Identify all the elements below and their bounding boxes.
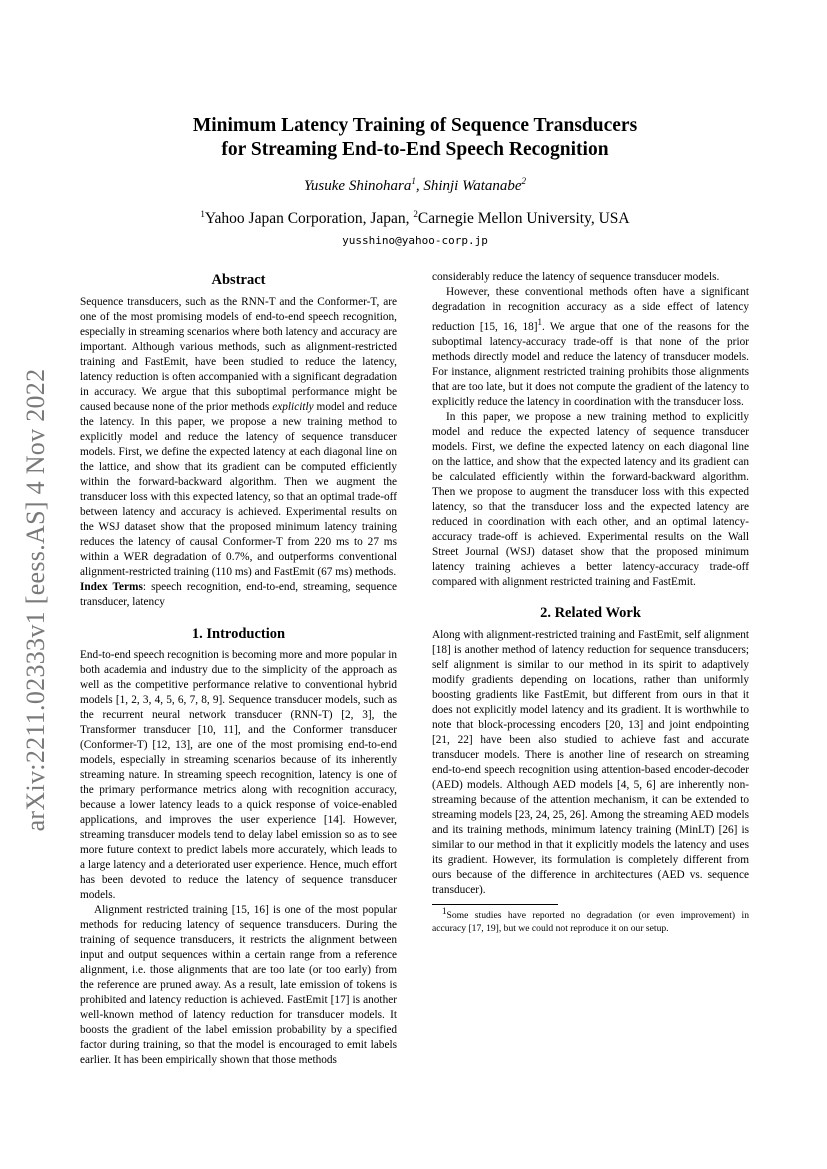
- intro-paragraph-3: [432, 285, 749, 410]
- intro-paragraph-3-part-2: . We argue that one of the reasons for the suboptimal latency-accuracy trade-off is that none of the prior methods directly model and reduce the latency of transducer models. For instance, alignment restricted training prohibits those alignments that are too late, but it does not compute the gradient of the latency to explicitly reduce the latency in coordination with the transducer loss.: [432, 320, 750, 408]
- arxiv-sidebar: [10, 340, 62, 860]
- abstract-text-part-2: model and reduce the latency. In this paper, we propose a new training method to explicitly model and reduce the latency of sequence transducer models. First, we define the expected latency at each diagonal line on the lattice, and show that its gradient can be computed efficiently within the forward-backward algorithm. Then we augment the transducer loss with this expected latency, so that an optimal trade-off between latency and accuracy is achieved. Experimental results on the WSJ dataset show that the proposed minimum latency training reduces the latency of causal Conformer-T from 220 ms to 27 ms within a WER degradation of 0.7%, and outperforms conventional alignment-restricted training (110 ms) and FastEmit (67 ms) methods.: [80, 401, 398, 578]
- author-list: [80, 176, 750, 195]
- footnote-1: [432, 905, 749, 935]
- index-terms: [80, 580, 397, 610]
- intro-paragraph-2-continued: considerably reduce the latency of sequence transducer models.: [432, 271, 720, 283]
- paper-title: [80, 114, 750, 162]
- affiliation-2: Carnegie Mellon University, USA: [417, 210, 630, 228]
- footnote-ref[interactable]: 1: [537, 317, 543, 327]
- right-column: [432, 270, 749, 935]
- introduction-heading: 1. Introduction: [191, 626, 286, 642]
- affiliation-2-mark: 2: [413, 209, 418, 219]
- abstract-text-part-1: Sequence transducers, such as the RNN-T and the Conformer-T, are one of the most promising models of end-to-end speech recognition, especially in streaming scenarios where both latency and accuracy are important. Although various methods, such as alignment-restricted training and FastEmit, have been studied to reduce the latency, latency reduction is often accompanied with a significant degradation in accuracy. We argue that this suboptimal performance might be caused because none of the prior methods: [80, 296, 397, 413]
- arxiv-identifier[interactable]: arXiv:2211.02333v1 [eess.AS] 4 Nov 2022: [21, 368, 50, 832]
- affiliations: [80, 209, 750, 228]
- left-column: [80, 270, 397, 1068]
- author-2-affiliation-mark: 2: [521, 176, 527, 186]
- abstract-emphasis: explicitly: [272, 401, 314, 413]
- intro-paragraph-4: In this paper, we propose a new training method to explicitly model and reduce the expected latency of sequence transducer models. First, we define the expected latency on each diagonal line on the lattice, and show that the expected latency and its gradient can be calculated efficiently within the forward-backward algorithm. Then we propose to augment the transducer loss with this expected latency, so that the transducer loss and the expected latency are reduced in coordination with each other, and an optimal latency-accuracy trade-off is achieved. Experimental results on the Wall Street Journal (WSJ) dataset show that the proposed minimum latency training achieves a better latency-accuracy trade-off compared with alignment restricted training and FastEmit.: [432, 410, 749, 588]
- footnote-1-mark: 1: [442, 905, 447, 916]
- related-work-heading: 2. Related Work: [540, 604, 641, 621]
- title-line-2: for Streaming End-to-End Speech Recognition: [221, 139, 609, 160]
- author-1: Yusuke Shinohara: [303, 178, 412, 194]
- affiliation-1: Yahoo Japan Corporation, Japan,: [204, 210, 414, 228]
- contact-email[interactable]: yusshino@yahoo-corp.jp: [342, 234, 488, 247]
- author-2: Shinji Watanabe: [423, 178, 522, 194]
- index-terms-label: Index Terms: [80, 581, 143, 593]
- intro-paragraph-2: Alignment restricted training [15, 16] is one of the most popular methods for reducing latency of sequence transducers. During the training of sequence transducers, it restricts the alignment between input and output sequences within a certain range from a reference alignment, i.e. those alignments that are too late (or too early) from the reference are pruned away. As a result, late emission of tokens is prohibited and latency reduction is achieved. FastEmit [17] is another well-known method of latency reduction for transducer models. It boosts the gradient of the label emission probability by a specified factor during training, so that the model is encouraged to emit labels earlier. It has been empirically shown that those methods: [80, 904, 397, 1066]
- abstract-body: [80, 295, 397, 580]
- intro-paragraph-1: End-to-end speech recognition is becoming more and more popular in both academia and industry due to the simplicity of the approach as well as the competitive performance relative to conventional hybrid models [1, 2, 3, 4, 5, 6, 7, 8, 9]. Sequence transducer models, such as the recurrent neural network transducer (RNN-T) [2, 3], the Transformer transducer [10, 11], and the Conformer transducer (Conformer-T) [12, 13], are one of the most promising end-to-end models, especially in streaming scenarios because of its inherently streaming nature. In streaming speech recognition, latency is one of the primary performance metrics along with recognition accuracy, because a lower latency leads to a quick response of voice-enabled applications, and improves the user experience [14]. However, streaming transducer models tend to delay label emission so as to see more future context to predict labels more accurately, which leads to a large latency and a deteriorated user experience. Hence, much effort has been devoted to reduce the latency of sequence transducer models.: [80, 649, 397, 901]
- author-separator: ,: [415, 178, 424, 194]
- abstract-heading: Abstract: [211, 272, 266, 288]
- related-work-paragraph-1: Along with alignment-restricted training and FastEmit, self alignment [18] is another method of latency reduction for sequence transducers; self alignment is similar to our method in its spirit to adaptively modify gradients depending on locations, rather than uniformly boosting gradients like FastEmit, but different from ours in that it does not explicitly model latency and its gradient. It is worthwhile to note that block-processing encoders [20, 13] and joint endpointing [21, 22] have been also studied to achieve fast and accurate transducer models. There is another line of research on streaming end-to-end speech recognition using attention-based encoder-decoder (AED) models. Although AED models [4, 5, 6] are inherently non-streaming because of the attention mechanism, it can be extended to streaming models [23, 24, 25, 26]. Among the streaming AED models and its training methods, minimum latency training (MinLT) [26] is similar to our method in that it explicitly models the latency and uses its gradient. However, its formulation is completely different from ours because of the difference in architectures (AED vs. sequence transducer).: [432, 628, 749, 896]
- affiliation-1-mark: 1: [200, 209, 205, 219]
- footnote-1-text: Some studies have reported no degradation (or even improvement) in accuracy [17, 19], but we could not reproduce it on our setup.: [432, 909, 749, 934]
- title-line-1: Minimum Latency Training of Sequence Transducers: [192, 115, 638, 136]
- intro-paragraph-3-part-1: However, these conventional methods often have a significant degradation in recognition accuracy as a side effect of latency reduction [15, 16, 18]: [432, 286, 749, 333]
- author-1-affiliation-mark: 1: [411, 176, 416, 186]
- index-terms-list: : speech recognition, end-to-end, streaming, sequence transducer, latency: [80, 581, 398, 608]
